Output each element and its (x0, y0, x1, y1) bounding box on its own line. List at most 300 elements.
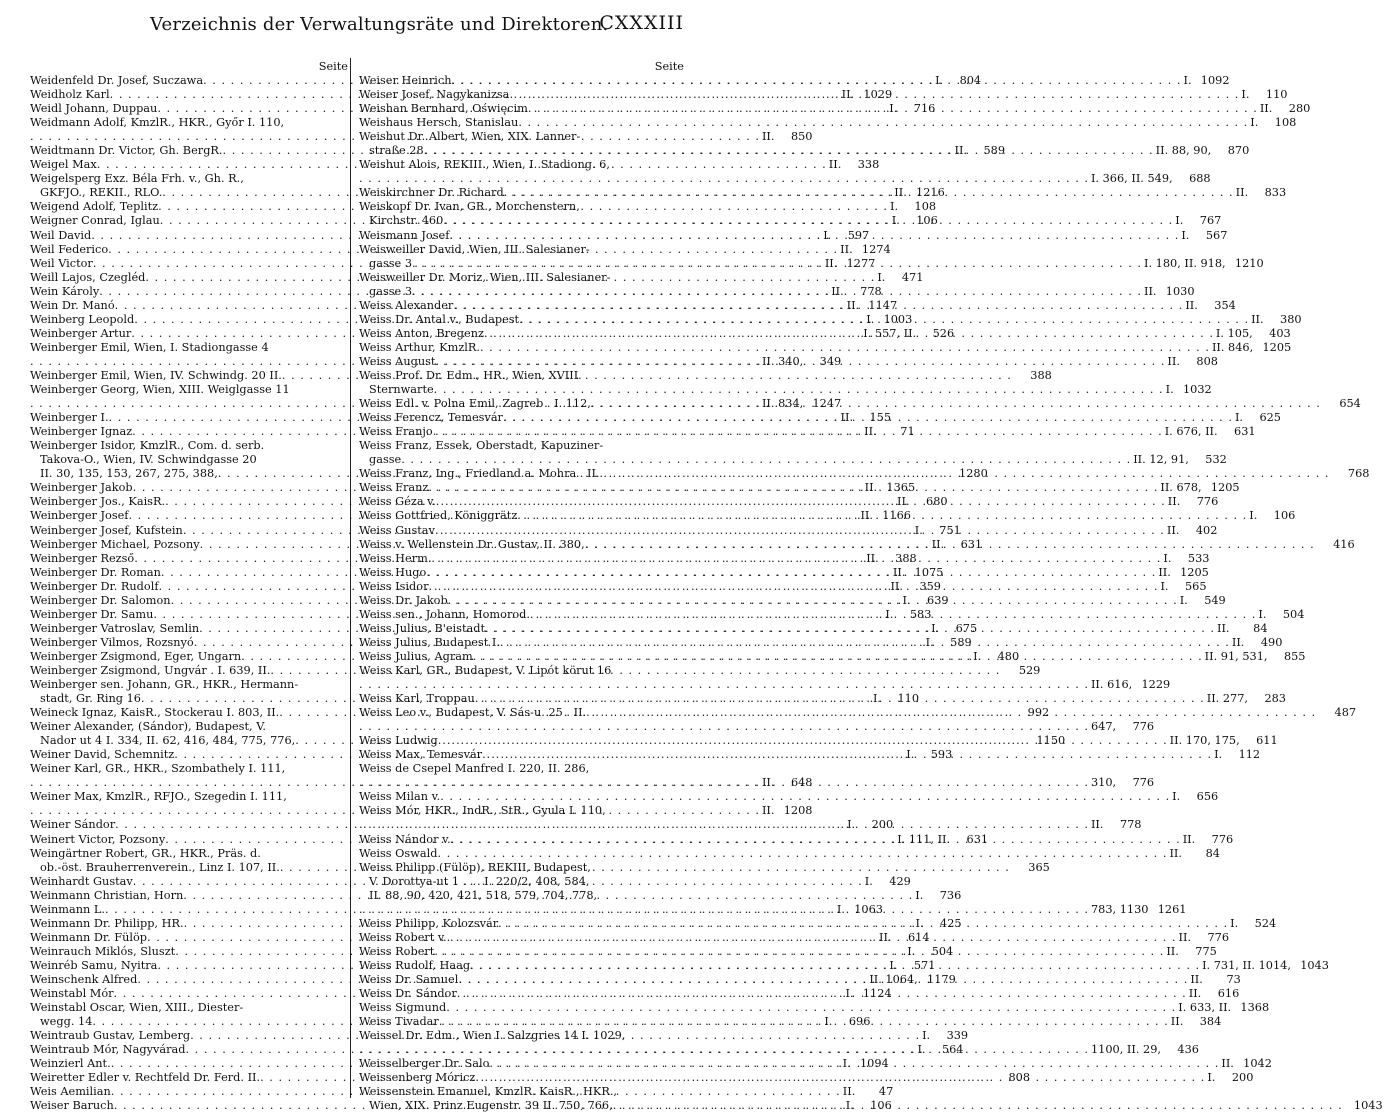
entry-page: 589 (950, 635, 972, 649)
entry-ref: II. (840, 411, 854, 425)
entry-name: Weinrauch Miklós, Sluszt (30, 944, 176, 958)
dot-leader (470, 959, 1200, 973)
dot-leader (426, 566, 1156, 580)
index-entry (359, 664, 684, 678)
index-entry (30, 776, 813, 790)
entry-name: Weiss Philipp (Fülöp), REKIII, Budapest, (359, 860, 591, 874)
entry-name: Wien, XIX. Prinz Eugenstr. 39 II. 750, 766, (369, 1099, 613, 1113)
entry-ref: I. (1258, 607, 1267, 621)
entry-name: Weinberger Emil, Wien, IV. Schwindg. 20 II. (30, 368, 282, 382)
entry-name: Weinstabl Mór (30, 987, 114, 1001)
entry-ref: II. (897, 495, 910, 509)
dot-leader (437, 847, 1167, 861)
index-entry (359, 369, 684, 383)
entry-ref: II. 846, (1211, 340, 1254, 354)
entry-ref: I. (1207, 1071, 1216, 1085)
entry-name: Weiss sen., Johann, Homorod (359, 607, 527, 621)
dot-leader (473, 650, 1203, 664)
entry-ref: II. (846, 298, 860, 312)
dot-leader (613, 1099, 1343, 1113)
dot-leader (600, 467, 1330, 481)
entry-ref: I. (872, 692, 882, 706)
entry-name: Weinmann Dr. Philipp, HR. (30, 916, 184, 930)
entry-page: 425 (940, 916, 962, 930)
entry-name: Weigelsperg Exz. Béla Frh. v., Gh. R., (30, 172, 244, 186)
entry-page: 1210 (1234, 256, 1264, 270)
index-entry (359, 790, 1219, 804)
entry-page: 567 (1205, 228, 1228, 242)
entry-name: Weinzierl Ant. (30, 1057, 111, 1071)
entry-name: gasse 3 (369, 256, 413, 270)
entry-name: Weigend Adolf, Teplitz (30, 200, 159, 214)
entry-page: 487 (1334, 706, 1357, 720)
index-entry (30, 1001, 348, 1015)
entry-page: 339 (946, 1029, 969, 1043)
entry-page: 992 (1027, 706, 1050, 720)
entry-ref: II. (1144, 284, 1157, 298)
index-entry (30, 847, 348, 861)
entry-page: 593 (930, 748, 953, 762)
dot-leader (359, 720, 1089, 734)
entry-page: 571 (913, 958, 936, 972)
dot-leader (447, 931, 1177, 945)
entry-page: 532 (1205, 453, 1227, 467)
entry-page: 112 (1238, 748, 1261, 762)
entry-page: 1030 (1165, 284, 1195, 298)
entry-name: Weinberger Rezső (30, 551, 135, 565)
dot-leader (504, 186, 1234, 200)
entry-page: 1261 (1157, 902, 1187, 916)
entry-ref: II. (1167, 495, 1181, 509)
entry-name: Weinberger Dr. Salomon (30, 593, 171, 607)
entry-page: 583 (909, 607, 932, 621)
entry-name: Weiner Sándor (30, 818, 116, 832)
dot-leader (591, 397, 1321, 411)
dot-leader (446, 1001, 1176, 1015)
entry-name: Weiretter Edler v. Rechtfeld Dr. Ferd. II. (30, 1071, 261, 1085)
entry-name: Weiss Julius, Budapest I. (359, 635, 500, 649)
index-entry (30, 720, 348, 734)
entry-name: Weiss de Csepel Manfred I. 220, II. 286, (359, 762, 590, 776)
entry-page: 504 (1282, 607, 1305, 621)
entry-ref: I. (1160, 579, 1169, 593)
entry-page: 776 (1132, 776, 1155, 790)
entry-page: 1368 (1240, 1001, 1270, 1015)
entry-name: Weisweiller Dr. Moriz, Wien, III. Salesianer- (359, 270, 611, 284)
entry-page (1314, 369, 1352, 383)
entry-name: Weinberger sen. Johann, GR., HKR., Hermann- (30, 678, 299, 692)
entry-name: Weinberger Vatroslav, Semlin (30, 621, 200, 635)
entry-name: Weiser Baruch (30, 1099, 114, 1113)
entry-ref: I. (1250, 116, 1259, 130)
entry-name: Weinberger Michael, Pozsony (30, 537, 200, 551)
entry-name: wegg. 14 (40, 1015, 93, 1029)
entry-name: Weinberger Dr. Roman (30, 565, 161, 579)
entry-page: 631 (1234, 425, 1256, 439)
entry-page: 1247 (812, 397, 842, 411)
dot-leader (436, 495, 1166, 509)
entry-page (1335, 439, 1373, 453)
entry-ref: II. (864, 481, 878, 495)
entry-page: 529 (1018, 663, 1041, 677)
entry-ref: I. (907, 944, 916, 958)
entry-page: 736 (939, 888, 962, 902)
entry-page: 639 (927, 593, 949, 607)
entry-name: Weiss Alexander (359, 298, 454, 312)
entry-ref: II. (1190, 973, 1203, 986)
entry-name: Weiss Anton, Bregenz (359, 326, 484, 340)
entry-page: 688 (1189, 172, 1211, 186)
dot-leader (440, 790, 1170, 804)
entry-page: 1229 (1141, 678, 1171, 692)
entry-page: 696 (848, 1015, 871, 1029)
dot-leader (509, 88, 1239, 102)
entry-page: 1216 (916, 186, 945, 200)
entry-name: Weiskirchner Dr. Richard (359, 186, 504, 200)
entry-ref: II. (841, 88, 855, 102)
entry-ref: II. 678, (1160, 481, 1202, 495)
entry-page: 359 (919, 579, 941, 593)
entry-name: ob.-öst. Brauherrenverein., Linz I. 107, II. (40, 860, 280, 874)
entry-name: Weis Aemilian (30, 1085, 111, 1099)
entry-ref: I. 105, (1215, 326, 1253, 340)
entry-page: 384 (1199, 1015, 1222, 1029)
dot-leader (526, 608, 1256, 622)
dot-leader (503, 411, 1233, 425)
entry-page: 1150 (1036, 734, 1066, 748)
entry-page: 804 (959, 74, 982, 87)
entry-page (1312, 200, 1350, 214)
entry-page: 1124 (862, 987, 892, 1001)
entry-page: 416 (1333, 537, 1355, 551)
entry-ref: 1100, II. 29, (1090, 1043, 1161, 1057)
index-entry (30, 902, 883, 917)
entry-name: Weiss Karl, GR., Budapest, V. Lipót körut 16 (359, 663, 612, 677)
index-entry (359, 1085, 684, 1099)
entry-page (1342, 158, 1380, 172)
dot-leader (359, 903, 1089, 917)
entry-page (1017, 762, 1055, 776)
entry-name: Weiss Oswald (359, 846, 438, 860)
entry-ref: II. (1090, 818, 1104, 832)
entry-name: Weinmann L. (30, 902, 105, 916)
dot-leader (359, 172, 1089, 186)
entry-page: 776 (1132, 720, 1155, 734)
index-entry (359, 762, 684, 776)
entry-name: Weiner Karl, GR., HKR., Szombathely I. 111, (30, 762, 286, 776)
entry-page: 388 (895, 551, 917, 565)
entry-ref: II. 616, (1090, 678, 1133, 692)
entry-page: 1043 (1300, 958, 1329, 972)
entry-name: Weinberger Dr. Samu (30, 607, 154, 621)
dot-leader (489, 1057, 1219, 1071)
entry-page: 403 (1269, 326, 1291, 340)
dot-leader (485, 622, 1215, 636)
entry-name: Takova-O., Wien, IV. Schwindgasse 20 (40, 453, 257, 467)
entry-ref: I. 557, II. (863, 326, 917, 340)
entry-name: Weidl Johann, Duppau (30, 102, 158, 116)
dot-leader (359, 1043, 1089, 1057)
entry-name: Weishan Bernhard, Oświęcim (359, 102, 528, 116)
entry-name: Weigel Max (30, 158, 97, 172)
entry-name: Weiskopf Dr. Ivan, GR., Morchenstern, (359, 200, 580, 214)
index-entry (359, 453, 1227, 467)
entry-ref: I. (1230, 916, 1239, 930)
entry-ref: II. (1170, 1015, 1184, 1029)
entry-ref: I. (864, 874, 873, 888)
index-entry (359, 1029, 684, 1043)
entry-ref: 647, (1090, 720, 1117, 734)
entry-name: Weinberger Isidor, KmzlR., Com. d. serb. (30, 439, 265, 453)
entry-page: 106 (916, 214, 938, 228)
entry-ref: I. (1181, 228, 1190, 242)
dot-leader (428, 580, 1158, 594)
entry-name: Weiss Philipp, Kolozsvár (359, 916, 499, 930)
entry-ref: I. (925, 635, 934, 649)
entry-name: Weinberger Vilmos, Rozsnyó (30, 635, 194, 649)
page-number: CXXXIII (599, 12, 684, 34)
entry-ref: II. (1169, 846, 1182, 860)
entry-name: gasse (369, 453, 402, 467)
entry-name: straße 28 (369, 144, 424, 158)
dot-leader (475, 1071, 1205, 1085)
index-entry (359, 172, 1211, 186)
index-entry (359, 861, 684, 875)
entry-name: Weiss Sigmund (359, 1001, 447, 1015)
entry-name: Weiss Prof. Dr. Edm., HR., Wien, XVIII. (359, 368, 582, 382)
entry-page: 1166 (882, 509, 911, 523)
entry-ref: II. (860, 509, 873, 523)
entry-page: 349 (819, 354, 842, 368)
entry-ref: 783, 1130 (1090, 902, 1149, 916)
entry-name: Weiss Julius, Agram (359, 649, 473, 663)
entry-page: 1075 (914, 565, 944, 579)
entry-page: 597 (847, 228, 870, 242)
entry-name: Weiss Gottfried, Königgrätz (359, 509, 518, 523)
dot-leader (412, 257, 1142, 271)
index-entry (30, 453, 348, 467)
dot-leader (448, 594, 1178, 608)
entry-page (1312, 130, 1350, 144)
entry-page (1321, 762, 1359, 776)
entry-ref: II. (1231, 635, 1245, 649)
index-entry (359, 1001, 1270, 1015)
entry-ref: I. (1214, 748, 1223, 762)
dot-leader (498, 917, 1228, 931)
entry-name: Weiss Leo v., Budapest, V. Sás-u. 25 . II. (359, 706, 587, 720)
entry-ref: I. (1234, 411, 1243, 425)
entry-page: 84 (1205, 846, 1220, 860)
entry-ref: I. (914, 523, 923, 537)
entry-name: Weintraub Gustav, Lemberg (30, 1029, 191, 1043)
entry-ref: II. (878, 930, 892, 944)
entry-name: Weiss Rudolf, Haag (359, 958, 471, 972)
entry-name: Weiss Hugo (359, 565, 427, 579)
entry-ref: I. (1163, 551, 1172, 565)
entry-ref: II. (840, 242, 853, 256)
entry-name: Weiss Franz, Essek, Oberstadt, Kapuziner- (359, 439, 604, 453)
entry-page: 436 (1177, 1043, 1199, 1057)
entry-name: Weinert Victor, Pozsony (30, 832, 166, 846)
entry-name: Weiss Robert v. (359, 930, 447, 944)
entry-ref: II. (866, 551, 879, 565)
entry-ref: II. (831, 284, 844, 298)
index-entry (30, 172, 348, 186)
index-entry (359, 804, 684, 818)
entry-ref: I. (973, 649, 982, 663)
entry-ref: I. (1179, 593, 1188, 607)
entry-ref: I. 676, II. (1164, 425, 1218, 439)
entry-page: 1277 (846, 256, 876, 270)
entry-page: 675 (955, 621, 978, 635)
entry-ref: I. 111, II. (897, 832, 951, 846)
entry-page: 870 (1227, 144, 1250, 158)
entry-ref: I. (917, 1043, 926, 1057)
entry-page: 380 (1280, 312, 1302, 326)
entry-name: Weinberger Ignaz (30, 425, 133, 439)
dot-leader (480, 341, 1210, 355)
entry-ref: II. 834, (761, 397, 804, 411)
entry-page: 110 (897, 692, 920, 706)
entry-name: GKFJO., REKII., RLO. (40, 186, 163, 200)
entry-name: Nador ut 4 I. 334, II. 62, 416, 484, 775, 776, (40, 734, 296, 748)
entry-ref: II. 88, 90, (1155, 144, 1212, 158)
entry-ref: I. (1175, 214, 1184, 228)
dot-leader (585, 538, 1315, 552)
index-entry (30, 790, 348, 804)
entry-name: Weidholz Karl (30, 88, 110, 102)
entry-name: Weingärtner Robert, GR., HKR., Präs. d. (30, 846, 261, 860)
entry-ref: II. (1259, 102, 1273, 116)
entry-page: 1092 (1200, 74, 1230, 87)
index-entry (359, 158, 684, 172)
entry-name: Weiss August (359, 354, 436, 368)
entry-name: Weill Lajos, Czegléd (30, 270, 146, 284)
index-entry (359, 889, 684, 903)
page-header (0, 0, 694, 46)
dot-leader (424, 144, 1154, 158)
entry-ref: II. (824, 256, 838, 270)
entry-ref: II. 91, 531, (1204, 649, 1268, 663)
entry-name: Weiss Julius, B'eistadt (359, 621, 486, 635)
entry-page: 1032 (1182, 383, 1212, 397)
index-entry (30, 762, 348, 776)
entry-name: Weintraub Mór, Nagyvárad (30, 1043, 186, 1057)
entry-page: 200 (871, 818, 894, 832)
entry-name: Weinmann Christian, Horn (30, 888, 184, 902)
entry-name: Weinberger Emil, Wien, I. Stadiongasse 4 (30, 340, 269, 354)
dot-leader (438, 734, 1168, 748)
entry-name: Wein Károly (30, 284, 100, 298)
entry-page: 1029 (863, 88, 893, 102)
entry-ref: I. (866, 312, 875, 326)
dot-leader (359, 776, 1089, 790)
entry-ref: I. (877, 270, 886, 284)
entry-page: 429 (889, 874, 911, 888)
entry-name: II. 88, 90, 420, 421, 518, 579, 704, 778, (369, 888, 598, 902)
entry-name: Weinberger Josef, Kufstein (30, 523, 183, 537)
entry-name: Weiss Franz, Ing., Friedland a. Mohra . II. (359, 467, 600, 481)
dot-leader (434, 383, 1164, 397)
entry-page: 767 (1199, 214, 1222, 228)
entry-ref: I. (889, 958, 898, 972)
entry-ref: II. (864, 425, 877, 439)
index-entry (359, 678, 1171, 692)
entry-ref: I. (891, 214, 900, 228)
entry-page (1321, 875, 1359, 889)
dot-leader (439, 1015, 1169, 1029)
entry-page: 1042 (1243, 1057, 1272, 1071)
entry-page: 402 (1195, 523, 1218, 537)
entry-page: 47 (878, 1085, 894, 1099)
entry-name: Weidenfeld Dr. Josef, Suczawa (30, 74, 204, 87)
entry-ref: II. (1185, 298, 1198, 312)
entry-page: 155 (869, 411, 892, 425)
entry-ref: I. (931, 621, 940, 635)
entry-page: 1205 (1262, 340, 1292, 354)
dot-leader (434, 945, 1164, 959)
entry-name: Weidmann Adolf, KmzlR., HKR., Győr I. 110, (30, 116, 285, 130)
entry-page: 388 (1030, 368, 1052, 382)
entry-page: 625 (1259, 411, 1281, 425)
entry-page: 631 (966, 832, 989, 846)
entry-page: 1208 (783, 804, 813, 818)
entry-ref: II. (1251, 312, 1264, 326)
dot-leader (401, 453, 1131, 467)
entry-ref: I. (906, 748, 915, 762)
entry-page: 680 (926, 495, 948, 509)
entry-page: 524 (1254, 916, 1277, 930)
dot-leader (457, 987, 1187, 1001)
index-entry (30, 439, 348, 453)
index-entry (30, 678, 348, 692)
entry-page: 1179 (927, 973, 956, 986)
entry-page: 106 (870, 1099, 892, 1113)
dot-leader (475, 692, 1205, 706)
entry-ref: II. 170, 175, (1169, 734, 1240, 748)
entry-ref: II. 277, (1206, 692, 1248, 706)
dot-leader (359, 818, 1089, 832)
entry-name: Weinberger Artur (30, 326, 132, 340)
entry-name: Weinberger Zsigmond, Ungvár . I. 639, II. (30, 663, 271, 677)
entry-name: Weiss Tivadar (359, 1015, 439, 1029)
entry-page: 631 (960, 537, 983, 551)
entry-ref: I. (824, 1015, 833, 1029)
entry-page: 716 (913, 102, 936, 116)
entry-page: 776 (1207, 930, 1230, 944)
entry-ref: II. 12, 91, (1133, 453, 1189, 467)
entry-name: Weiss Edl. v. Polna Emil, Zagreb . I. 112, (359, 397, 591, 411)
entry-name: Weinberger Jos., KaisR. (30, 495, 166, 509)
entry-name: Weinberg Leopold (30, 312, 135, 326)
entry-ref: I. (823, 228, 832, 242)
entry-ref: I. 366, II. 549, (1090, 172, 1173, 186)
entry-name: Weiser Heinrich (359, 74, 452, 87)
entry-page (1357, 1029, 1395, 1043)
entry-name: Weissel Dr. Edm., Wien I. Salzgries 14 I. 1029, (359, 1029, 626, 1043)
dot-leader (449, 229, 1179, 243)
entry-ref: I. (915, 888, 924, 902)
entry-name: II. 30, 135, 153, 267, 275, 388, (40, 467, 218, 481)
entry-page: 338 (857, 158, 880, 172)
entry-ref: I. (845, 987, 854, 1001)
entry-ref: I. (845, 1099, 854, 1113)
entry-ref: II. (1166, 523, 1180, 537)
entry-page: 200 (1231, 1071, 1254, 1085)
entry-name: Weiss Herm. (359, 551, 432, 565)
dot-leader (586, 706, 1316, 720)
entry-page: 84 (1253, 621, 1268, 635)
